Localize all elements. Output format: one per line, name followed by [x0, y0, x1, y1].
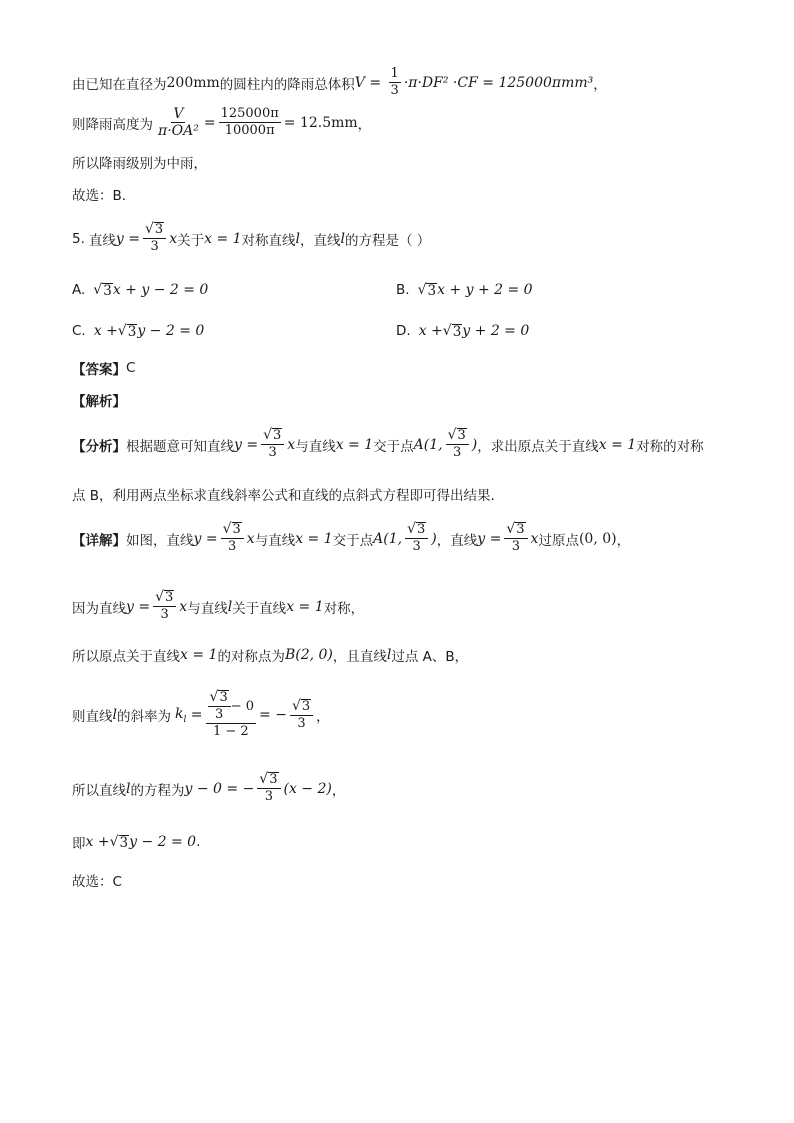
fraction-numerator: 125000π	[220, 106, 279, 121]
detail-label: 【详解】	[72, 532, 126, 549]
math-l: l	[295, 230, 301, 247]
text: 的方程为	[130, 782, 185, 799]
sqrt-arg: 3	[154, 222, 164, 237]
answer-value: C	[126, 360, 136, 376]
option-expression: x + y − 2 = 0	[112, 282, 209, 298]
option-expression: x +	[93, 323, 118, 339]
intro-line-1: 由已知在直径为 200mm 的圆柱内的降雨总体积 V = $\frac{1}{3}$ ·π·DF² ·CF = 125000πmm³ ，	[72, 66, 607, 98]
text: 则直线	[72, 709, 113, 725]
math-x: x	[169, 230, 178, 247]
math-y-eq: y =	[115, 230, 140, 247]
answer-label: 【答案】	[72, 362, 126, 378]
option-label: D.	[396, 323, 411, 339]
text: ，求出原点关于直线	[477, 438, 599, 455]
analysis-label: 【分析】	[72, 438, 126, 455]
text: 的圆柱内的降雨总体积	[219, 76, 355, 93]
option-a	[72, 282, 208, 298]
punctuation: ，	[357, 116, 372, 133]
detail-line-4: 则直线 l 的斜率为 $k_l$ = √ 3 3 − 0 1 − 2 = − √ 3 3 ，	[72, 689, 330, 739]
intro-line-2: 则降雨高度为 $\frac{V}{\text{π·OA²}}$ = $\frac{125000\pi}{10000\pi}$ = 12.5mm ，	[72, 106, 372, 139]
question-number: 5.	[72, 230, 85, 247]
text: 与直线	[187, 600, 228, 617]
option-label: A.	[72, 282, 86, 298]
fraction-denominator: 3	[390, 83, 399, 98]
answer-line	[72, 358, 135, 378]
text: 与直线	[254, 532, 296, 549]
sqrt-3: √ 3	[117, 322, 137, 340]
text: 对称，	[323, 600, 365, 617]
analysis-line-2	[72, 484, 495, 504]
text: 与直线	[295, 438, 336, 455]
text: 所以原点关于直线	[72, 649, 180, 665]
text: 对称的对称	[636, 438, 704, 455]
fraction-denominator: 10000π	[224, 123, 275, 138]
jiexi-line	[72, 390, 126, 410]
text: 的对称点为	[217, 649, 285, 665]
option-label: B.	[396, 282, 410, 298]
sqrt3-over-3: √ 3 3	[261, 428, 284, 461]
detail-line-2: 因为直线 y = √ 3 3 x 与直线 l 关于直线 x = 1 对称，	[72, 589, 365, 622]
sqrt-3: √ 3	[442, 322, 462, 340]
point-a: A(1,	[413, 436, 443, 453]
punctuation: ，	[593, 76, 607, 93]
slope-symbol: $k_l$	[174, 705, 187, 725]
option-b	[396, 282, 533, 298]
text: ，且直线	[332, 649, 387, 665]
text: 关于直线	[232, 600, 287, 617]
fraction-denominator: π·OA²	[158, 123, 199, 139]
text: ，直线	[300, 232, 341, 249]
text: 点 B，利用两点坐标求直线斜率公式和直线的点斜式方程即可得出结果.	[72, 488, 495, 504]
text: 关于	[177, 232, 205, 249]
sqrt3-over-3: √ 3 3	[221, 522, 244, 555]
option-expression: y − 2 = 0	[137, 323, 205, 339]
sqrt3-over-3: √ 3 3	[405, 522, 428, 555]
detail-line-5: 所以直线 l 的方程为 y − 0 = − √ 3 3 (x − 2) ，	[72, 771, 346, 804]
text: 则降雨高度为	[72, 116, 153, 133]
line-equation: y − 0 = −	[184, 780, 255, 797]
text: 的方程是（ ）	[345, 232, 431, 249]
math-l: l	[340, 230, 345, 247]
sqrt-3: √ 3	[417, 281, 437, 299]
text: 根据题意可知直线	[126, 438, 234, 455]
origin-point: (0, 0)	[578, 530, 617, 547]
sqrt3-over-3: √ 3 3	[257, 772, 280, 805]
option-expression: x +	[418, 323, 443, 339]
detail-line-6: 即 x + √ 3 y − 2 = 0 .	[72, 833, 201, 852]
text: 过点 A、B，	[391, 649, 469, 665]
text: 对称直线	[241, 232, 296, 249]
sqrt-3: √ 3	[93, 281, 112, 299]
sqrt-3: √ 3	[109, 833, 129, 851]
option-expression: y + 2 = 0	[462, 323, 530, 339]
text: 交于点	[332, 532, 374, 549]
text: 直线	[88, 232, 116, 249]
fraction-numerator: 1	[390, 66, 399, 81]
option-d	[396, 323, 529, 339]
point-b: B(2, 0)	[284, 647, 333, 663]
sqrt3-over-3: √ 3 3	[143, 222, 166, 255]
analysis-line-1: 【分析】 根据题意可知直线 y = √ 3 3 x 与直线 x = 1 交于点 A(1, √ 3 3 ) ，求出原点关于直线 x = 1 对称的对称	[72, 427, 704, 460]
height-result: = 12.5mm	[283, 114, 358, 131]
fraction-one-third	[389, 66, 401, 99]
text: 交于点	[373, 438, 414, 455]
sqrt3-over-3: √ 3 3	[504, 522, 527, 555]
sqrt3-over-3: √ 3 3	[446, 428, 469, 461]
text: 所以直线	[72, 782, 126, 799]
height-fraction-1	[156, 106, 201, 139]
height-fraction-2	[219, 106, 281, 139]
option-label: C.	[72, 323, 86, 339]
option-expression: x + y + 2 = 0	[437, 282, 533, 298]
text: 即	[72, 836, 86, 852]
slope-fraction: √ 3 3 − 0 1 − 2	[206, 690, 257, 740]
final-equation: y − 2 = 0	[129, 834, 197, 850]
sqrt3-over-3: √ 3 3	[290, 699, 313, 732]
text: 过原点	[538, 532, 579, 549]
math-x-eq-1: x = 1	[204, 230, 242, 247]
diameter-value: 200mm	[166, 74, 220, 91]
sqrt3-over-3: √ 3 3	[153, 590, 176, 623]
text: 所以降雨级别为中雨，	[72, 156, 207, 172]
detail-line-3: 所以原点关于直线 x = 1 的对称点为 B(2, 0) ，且直线 l 过点 A、B，	[72, 647, 469, 665]
fraction-numerator: V	[173, 106, 184, 122]
text: 故选：C	[72, 874, 122, 890]
option-c	[72, 323, 204, 339]
fraction-denominator: 3	[150, 239, 159, 254]
detail-line-1: 【详解】 如图，直线 y = √ 3 3 x 与直线 x = 1 交于点 A(1, √ 3 3 ) ，直线 y = √ 3 3 x 过原点 (0, 0) ，	[72, 521, 631, 554]
text: ，直线	[436, 532, 478, 549]
text: 的斜率为	[116, 709, 171, 725]
volume-symbol: V	[354, 74, 365, 91]
volume-expression: ·π·DF² ·CF = 125000πmm³	[403, 74, 594, 91]
text: 由已知在直径为	[72, 76, 167, 93]
intro-line-3	[72, 152, 207, 172]
final-answer-line	[72, 870, 122, 890]
intro-line-4	[72, 184, 126, 204]
question-5	[72, 222, 430, 255]
jiexi-label: 【解析】	[72, 394, 126, 410]
text: 因为直线	[72, 600, 126, 617]
text: 故选：B.	[72, 188, 127, 204]
text: 如图，直线	[126, 532, 194, 549]
